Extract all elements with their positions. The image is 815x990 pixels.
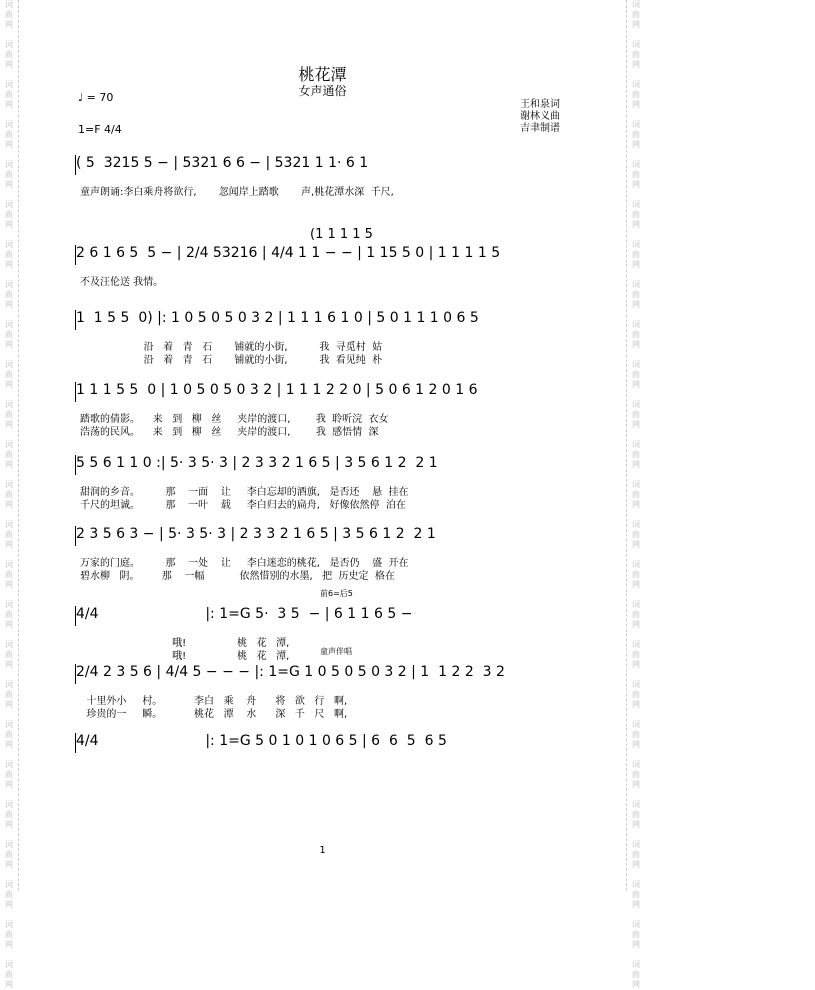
lyric-line: 不及汪伦送 我情。: [80, 277, 164, 288]
lyric-line: 浩荡的民风。 来 到 柳 丝 夹岸的渡口, 我 感悟情 深: [80, 427, 379, 438]
system-annotation: 童声伴唱: [320, 647, 352, 656]
notation-line: 2 3 5 6 3 − | 5· 3 5· 3 | 2 3 3 2 1 6 5 | 3 5 6 1 2 2 1: [75, 526, 571, 546]
notation-line: 5 5 6 1 1 0 :| 5· 3 5· 3 | 2 3 3 2 1 6 5 | 3 5 6 1 2 2 1: [75, 455, 571, 475]
system-annotation: (1 1 1 1 5: [310, 227, 373, 242]
lyric-line: 碧水柳 阴。 那 一幅 依然惜别的水墨, 把 历史定 格在: [80, 571, 395, 582]
tempo-marking: ♩ = 70: [78, 91, 114, 104]
notation-line: 2 6 1 6 5 5 − | 2/4 53216 | 4/4 1 1 − − | 1 15 5 0 | 1 1 1 1 5: [75, 245, 571, 265]
song-title: 桃花潭: [298, 65, 347, 84]
notation-line: 2/4 2 3 5 6 | 4/4 5 − − − |: 1=G 1 0 5 0 5 0 3 2 | 1 1 2 2 3 2: [75, 664, 571, 684]
lyric-line: 沿 着 青 石 铺就的小街, 我 寻觅村 姑: [80, 342, 383, 353]
system-annotation: 前6=后5: [320, 589, 353, 598]
lyric-line: 童声朗诵:李白乘舟将欲行, 忽闻岸上踏歌 声,桃花潭水深 千尺,: [80, 187, 394, 198]
composer: 谢林义曲: [520, 111, 560, 122]
lyric-line: 沿 着 青 石 铺就的小街, 我 看见纯 朴: [80, 355, 383, 366]
lyric-line: 千尺的坦诚。 那 一叶 载 李白归去的扁舟, 好像依然停 泊在: [80, 500, 406, 511]
lyricist: 王和泉词: [520, 99, 560, 110]
arranger: 吉聿制谱: [520, 123, 560, 134]
lyric-line: 踏歌的倩影。 来 到 柳 丝 夹岸的渡口, 我 聆听浣 衣女: [80, 414, 389, 425]
watermark-left: 词 曲 网 词 曲 网 词 曲 网 词 曲 网 词 曲 网 词 曲 网 词 曲 网 词 曲 网 词 曲 网 词 曲 网 词 曲 网 词 曲 网 词 曲 网 词 曲 网 词 曲 网 词 曲 网 词 曲 网 词 曲 网 词 曲 网 词 曲 网 词 曲 网 词 曲 网 词 曲 网 词 曲 网 词 曲 网: [5, 0, 13, 989]
song-subtitle: 女声通俗: [298, 84, 347, 98]
right-cut-line: [626, 0, 627, 891]
lyric-line: 哦! 桃 花 潭,: [80, 638, 290, 649]
watermark-right: 词 曲 网 词 曲 网 词 曲 网 词 曲 网 词 曲 网 词 曲 网 词 曲 网 词 曲 网 词 曲 网 词 曲 网 词 曲 网 词 曲 网 词 曲 网 词 曲 网 词 曲 网 词 曲 网 词 曲 网 词 曲 网 词 曲 网 词 曲 网 词 曲 网 词 曲 网 词 曲 网 词 曲 网 词 曲 网: [632, 0, 640, 989]
page-number: 1: [319, 845, 326, 856]
notation-line: 4/4 |: 1=G 5 0 1 0 1 0 6 5 | 6 6 5 6 5: [75, 733, 571, 753]
notation-line: 1 1 1 5 5 0 | 1 0 5 0 5 0 3 2 | 1 1 1 2 2 0 | 5 0 6 1 2 0 1 6: [75, 382, 571, 402]
lyric-line: 十里外小 村。 李白 乘 舟 将 欲 行 啊,: [80, 696, 348, 707]
notation-line: 1 1 5 5 0) |: 1 0 5 0 5 0 3 2 | 1 1 1 6 1 0 | 5 0 1 1 1 0 6 5: [75, 310, 571, 330]
lyric-line: 甜润的乡音。 那 一面 让 李白忘却的酒旗, 是否还 悬 挂在: [80, 487, 409, 498]
lyric-line: 珍贵的一 瞬。 桃花 潭 水 深 千 尺 啊,: [80, 709, 348, 720]
left-cut-line: [18, 0, 19, 891]
lyric-line: 万家的门庭。 那 一处 让 李白迷恋的桃花, 是否仍 盛 开在: [80, 558, 409, 569]
credits: [520, 99, 560, 135]
notation-line: ( 5 3215 5 − | 5321 6 6 − | 5321 1 1· 6 1: [75, 155, 571, 175]
lyric-line: 哦! 桃 花 潭,: [80, 651, 290, 662]
notation-line: 4/4 |: 1=G 5· 3 5 − | 6 1 1 6 5 −: [75, 606, 571, 626]
key-signature: 1=F 4/4: [78, 123, 122, 136]
